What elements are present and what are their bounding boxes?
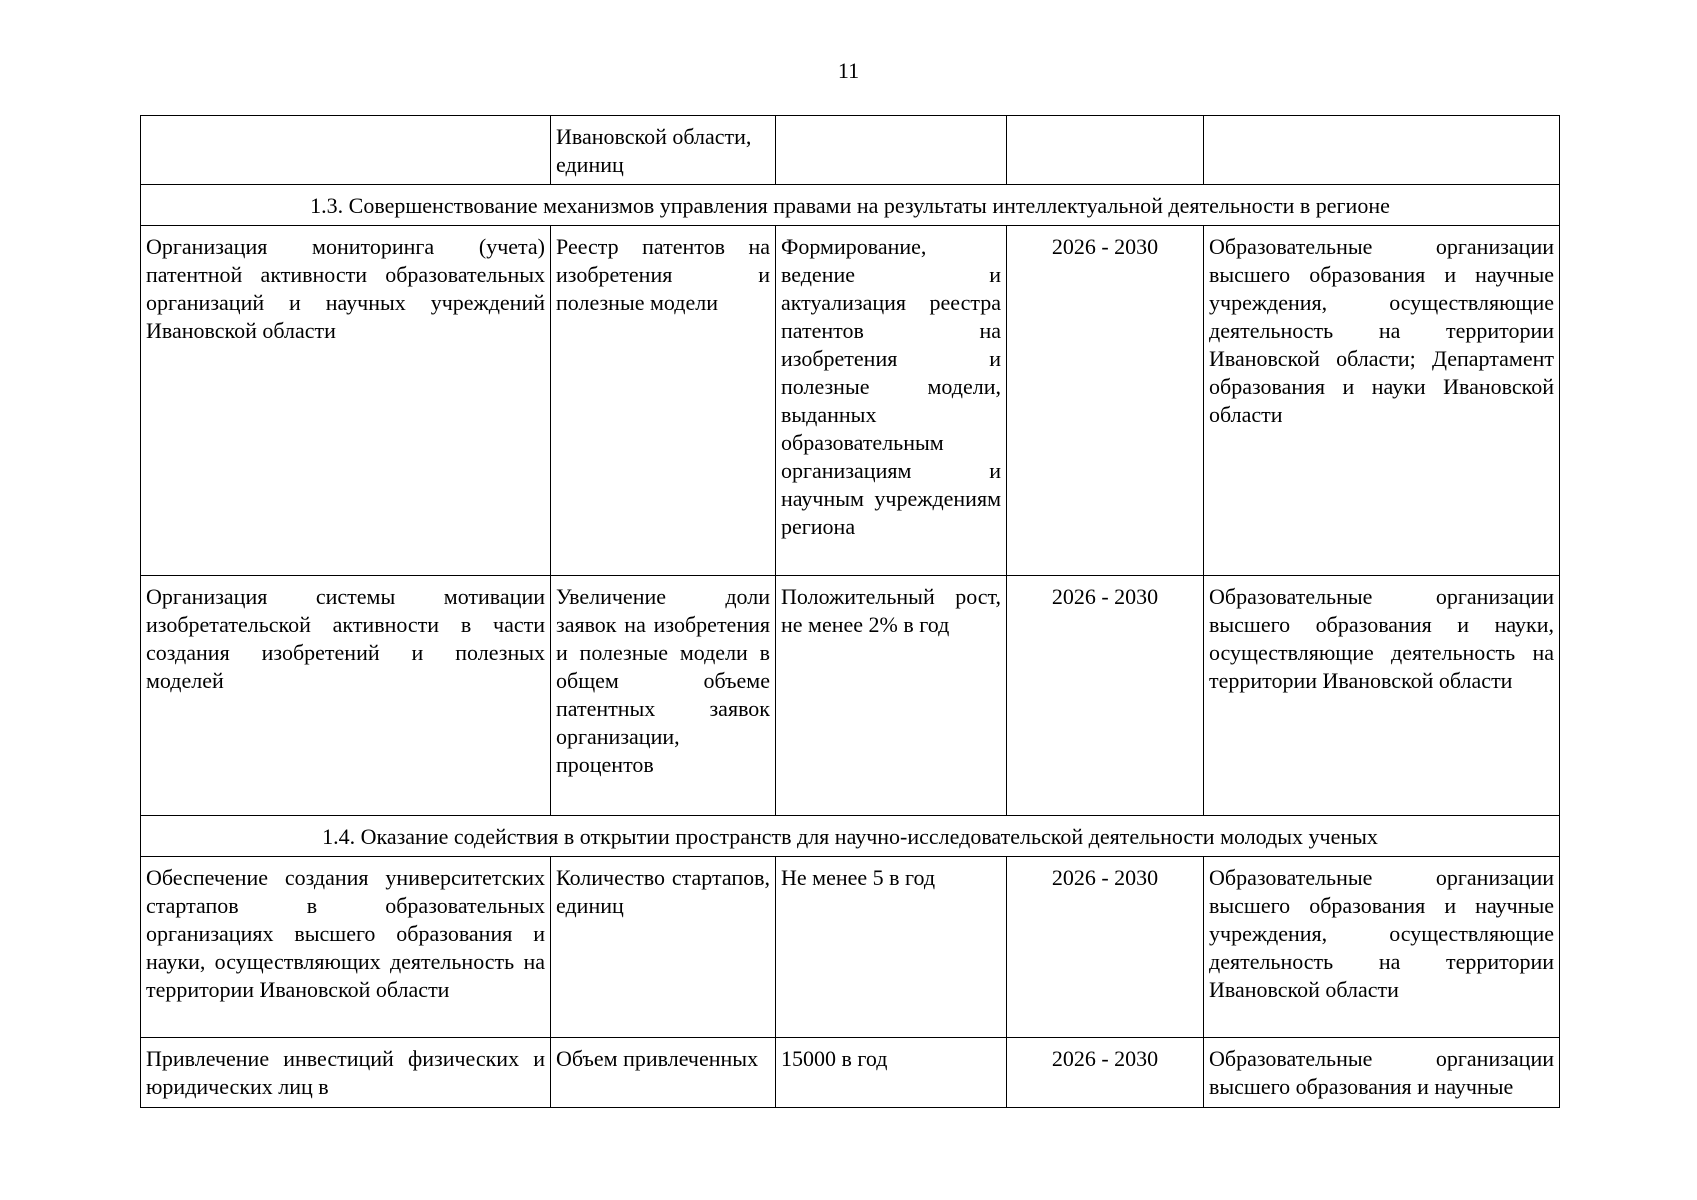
section-title: 1.3. Совершенствование механизмов управления правами на результаты интеллектуальной деятельности в регионе xyxy=(141,185,1560,226)
period-cell: 2026 - 2030 xyxy=(1007,1038,1204,1108)
period-cell: 2026 - 2030 xyxy=(1007,226,1204,576)
indicator-cell: Увеличение доли заявок на изобретения и полезные модели в общем объеме патентных заявок организации, процентов xyxy=(551,576,776,816)
table-row xyxy=(141,1038,1560,1108)
table-row xyxy=(141,576,1560,816)
period-cell xyxy=(1007,116,1204,185)
value-cell: 15000 в год xyxy=(776,1038,1007,1108)
activity-cell: Обеспечение создания университетских стартапов в образовательных организациях высшего образования и науки, осуществляющих деятельность на территории Ивановской области xyxy=(141,857,551,1038)
responsible-cell: Образовательные организации высшего образования и науки, осуществляющие деятельность на территории Ивановской области xyxy=(1204,576,1560,816)
plan-table xyxy=(140,115,1560,1108)
responsible-cell: Образовательные организации высшего образования и научные xyxy=(1204,1038,1560,1108)
activity-cell: Привлечение инвестиций физических и юридических лиц в xyxy=(141,1038,551,1108)
responsible-cell: Образовательные организации высшего образования и научные учреждения, осуществляющие деятельность на территории Ивановской области; Департамент образования и науки Ивановской области xyxy=(1204,226,1560,576)
value-cell xyxy=(776,116,1007,185)
value-cell: Формирование, ведение и актуализация реестра патентов на изобретения и полезные модели, выданных образовательным организациям и научным учреждениям региона xyxy=(776,226,1007,576)
indicator-cell: Реестр патентов на изобретения и полезные модели xyxy=(551,226,776,576)
indicator-cell: Ивановской области, единиц xyxy=(551,116,776,185)
activity-cell xyxy=(141,116,551,185)
table-row xyxy=(141,116,1560,185)
responsible-cell xyxy=(1204,116,1560,185)
section-title: 1.4. Оказание содействия в открытии пространств для научно-исследовательской деятельности молодых ученых xyxy=(141,816,1560,857)
activity-cell: Организация мониторинга (учета) патентной активности образовательных организаций и научных учреждений Ивановской области xyxy=(141,226,551,576)
period-cell: 2026 - 2030 xyxy=(1007,576,1204,816)
page-number: 11 xyxy=(837,58,860,83)
section-header-row xyxy=(141,185,1560,226)
activity-cell: Организация системы мотивации изобретательской активности в части создания изобретений и полезных моделей xyxy=(141,576,551,816)
table-row xyxy=(141,226,1560,576)
section-header-row xyxy=(141,816,1560,857)
table-row xyxy=(141,857,1560,1038)
indicator-cell: Количество стартапов, единиц xyxy=(551,857,776,1038)
responsible-cell: Образовательные организации высшего образования и научные учреждения, осуществляющие деятельность на территории Ивановской области xyxy=(1204,857,1560,1038)
value-cell: Положительный рост, не менее 2% в год xyxy=(776,576,1007,816)
period-cell: 2026 - 2030 xyxy=(1007,857,1204,1038)
indicator-cell: Объем привлеченных xyxy=(551,1038,776,1108)
value-cell: Не менее 5 в год xyxy=(776,857,1007,1038)
